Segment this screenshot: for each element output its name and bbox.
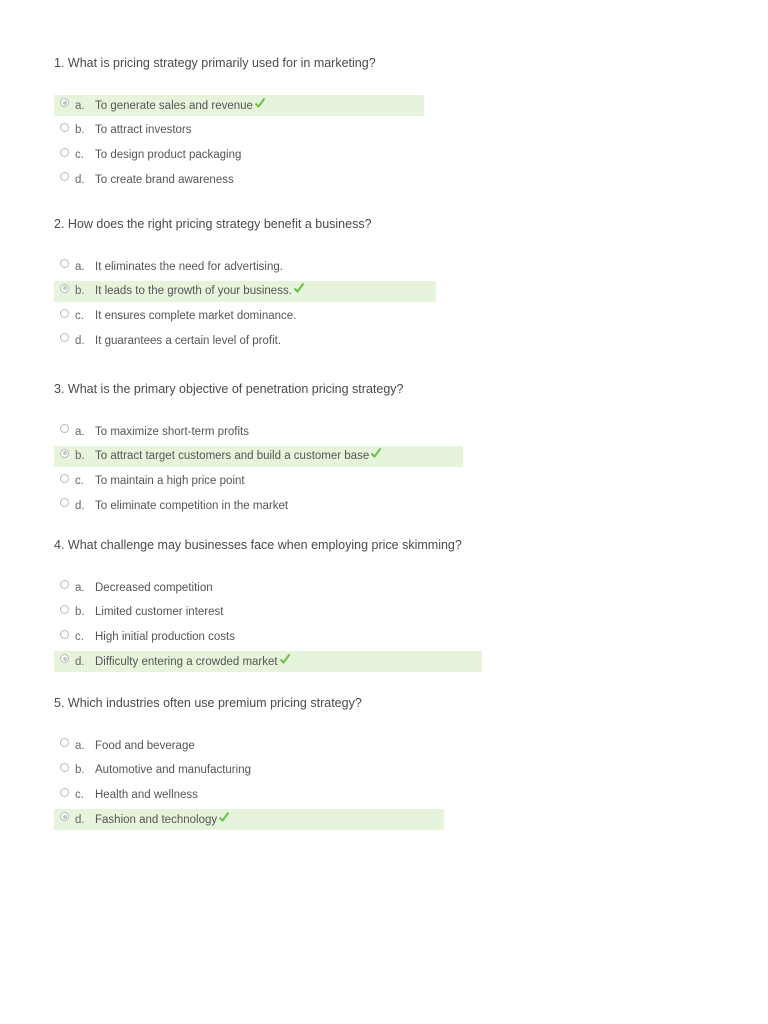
option-1a[interactable] [54,95,424,116]
option-3c[interactable] [54,471,463,492]
question-text: 4. What challenge may businesses face when employing price skimming? [54,538,462,552]
option-label: Automotive and manufacturing [95,764,251,777]
option-5c[interactable] [54,785,444,806]
option-5b[interactable] [54,760,444,781]
radio-icon[interactable] [60,98,69,107]
option-2c[interactable] [54,306,436,327]
option-label: Fashion and technology [95,813,218,826]
option-letter: a. [75,425,85,438]
option-5a[interactable] [54,735,444,756]
question-2 [54,216,436,355]
question-text: 5. Which industries often use premium pricing strategy? [54,696,362,710]
check-icon [218,811,230,823]
option-label: To generate sales and revenue [95,99,253,112]
option-letter: a. [75,260,85,273]
option-label: To attract investors [95,124,192,137]
option-letter: a. [75,581,85,594]
option-letter: c. [75,149,84,162]
option-label: To maintain a high price point [95,475,245,488]
radio-icon[interactable] [60,449,69,458]
option-letter: d. [75,499,85,512]
radio-icon[interactable] [60,738,69,747]
option-3d[interactable] [54,495,463,516]
option-3b[interactable] [54,446,463,467]
radio-icon[interactable] [60,284,69,293]
radio-icon[interactable] [60,498,69,507]
option-5d[interactable] [54,809,444,830]
option-3a[interactable] [54,421,463,442]
option-label: To eliminate competition in the market [95,499,289,512]
radio-icon[interactable] [60,259,69,268]
question-text: 3. What is the primary objective of penetration pricing strategy? [54,382,404,396]
question-4 [54,537,482,676]
radio-icon[interactable] [60,812,69,821]
option-label: It ensures complete market dominance. [95,310,297,323]
radio-icon[interactable] [60,424,69,433]
option-4b[interactable] [54,602,482,623]
option-letter: b. [75,124,85,137]
question-5 [54,695,444,834]
option-label: Health and wellness [95,789,198,802]
option-label: Limited customer interest [95,606,224,619]
option-label: Decreased competition [95,581,213,594]
option-letter: a. [75,99,85,112]
option-letter: a. [75,739,85,752]
option-label: It guarantees a certain level of profit. [95,334,282,347]
option-4d[interactable] [54,651,482,672]
question-text: 2. How does the right pricing strategy benefit a business? [54,217,372,231]
option-2a[interactable] [54,256,436,277]
question-text: 1. What is pricing strategy primarily used for in marketing? [54,56,376,70]
radio-icon[interactable] [60,788,69,797]
option-letter: c. [75,310,84,323]
option-label: To maximize short-term profits [95,425,250,438]
option-letter: b. [75,764,85,777]
option-letter: c. [75,475,84,488]
option-label: It eliminates the need for advertising. [95,260,283,273]
radio-icon[interactable] [60,763,69,772]
option-4a[interactable] [54,577,482,598]
radio-icon[interactable] [60,148,69,157]
radio-icon[interactable] [60,333,69,342]
option-2d[interactable] [54,330,436,351]
option-letter: d. [75,813,85,826]
radio-icon[interactable] [60,172,69,181]
check-icon [293,282,305,294]
option-letter: c. [75,789,84,802]
question-1 [54,55,424,194]
option-letter: b. [75,606,85,619]
option-label: To design product packaging [95,149,242,162]
option-label: To create brand awareness [95,173,234,186]
option-letter: b. [75,450,85,463]
radio-icon[interactable] [60,309,69,318]
option-letter: d. [75,173,85,186]
option-1b[interactable] [54,120,424,141]
radio-icon[interactable] [60,474,69,483]
radio-icon[interactable] [60,654,69,663]
radio-icon[interactable] [60,580,69,589]
option-letter: d. [75,334,85,347]
radio-icon[interactable] [60,605,69,614]
option-4c[interactable] [54,627,482,648]
check-icon [254,97,266,109]
option-1d[interactable] [54,169,424,190]
radio-icon[interactable] [60,123,69,132]
option-label: To attract target customers and build a customer base [95,450,370,463]
radio-icon[interactable] [60,630,69,639]
option-letter: b. [75,285,85,298]
question-3 [54,381,463,520]
option-1c[interactable] [54,145,424,166]
option-label: Difficulty entering a crowded market [95,655,278,668]
check-icon [370,447,382,459]
option-label: Food and beverage [95,739,195,752]
option-2b[interactable] [54,281,436,302]
check-icon [279,653,291,665]
option-label: High initial production costs [95,631,235,644]
option-letter: c. [75,631,84,644]
option-label: It leads to the growth of your business. [95,285,292,298]
option-letter: d. [75,655,85,668]
